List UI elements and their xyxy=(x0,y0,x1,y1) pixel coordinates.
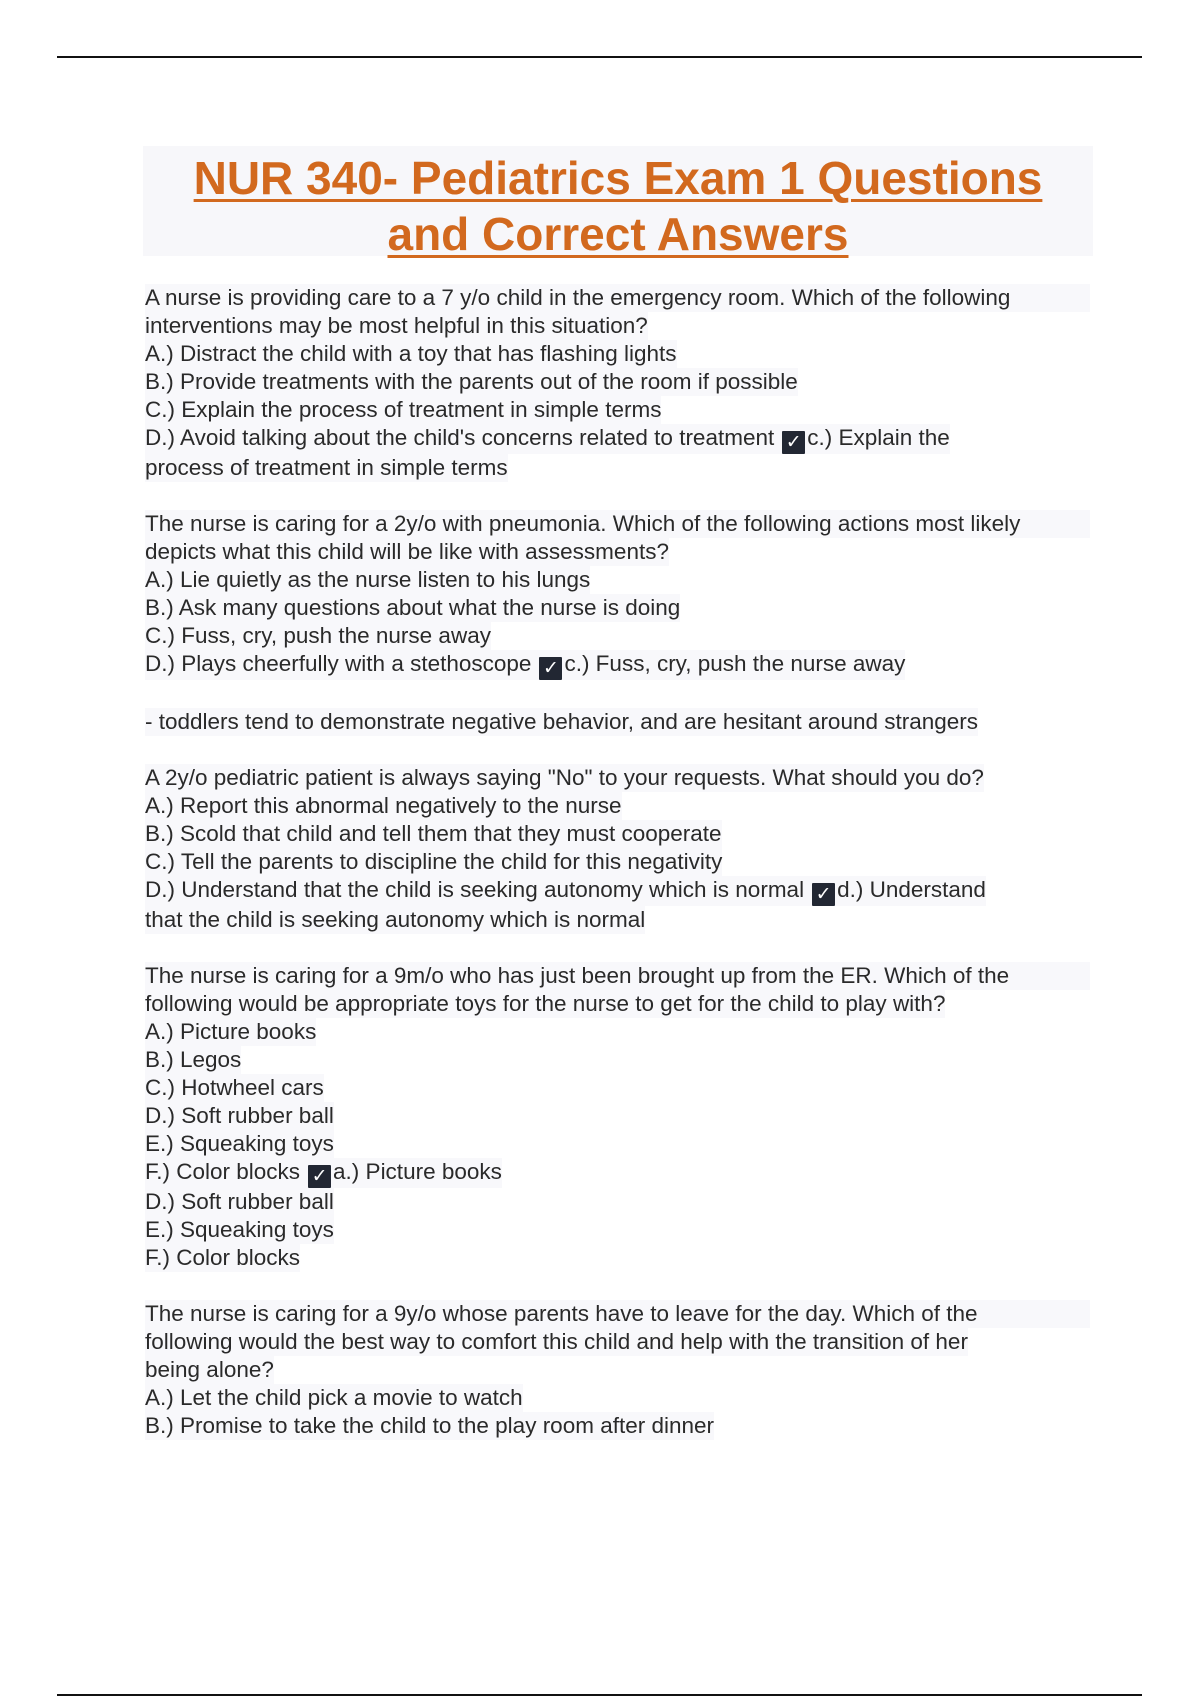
option-d: D.) Soft rubber ball xyxy=(145,1103,334,1128)
question-stem: A nurse is providing care to a 7 y/o child in the emergency room. Which of the following xyxy=(145,284,1090,312)
answer-continued: that the child is seeking autonomy which is normal xyxy=(145,907,646,932)
top-rule xyxy=(57,56,1142,58)
option-f-with-answer xyxy=(145,1158,502,1188)
checkmark-icon: ✓ xyxy=(812,883,835,906)
question-stem: interventions may be most helpful in this situation? xyxy=(145,313,648,338)
checkmark-icon: ✓ xyxy=(782,431,805,454)
option-b: B.) Ask many questions about what the nurse is doing xyxy=(145,595,681,620)
question-5 xyxy=(145,1300,1090,1440)
title-line-1: NUR 340- Pediatrics Exam 1 Questions xyxy=(193,152,1043,204)
bottom-rule xyxy=(57,1694,1142,1696)
option-a: A.) Report this abnormal negatively to the nurse xyxy=(145,793,622,818)
answer-continued: F.) Color blocks xyxy=(145,1245,301,1270)
question-stem: being alone? xyxy=(145,1357,274,1382)
option-f: F.) Color blocks xyxy=(145,1159,301,1184)
option-c: C.) Fuss, cry, push the nurse away xyxy=(145,623,491,648)
option-a: A.) Distract the child with a toy that has flashing lights xyxy=(145,341,677,366)
answer: a.) Picture books xyxy=(333,1159,502,1184)
option-c: C.) Explain the process of treatment in simple terms xyxy=(145,397,662,422)
page-title xyxy=(143,146,1093,262)
question-4 xyxy=(145,962,1090,1272)
title-line-2: and Correct Answers xyxy=(387,208,849,260)
option-a: A.) Lie quietly as the nurse listen to his lungs xyxy=(145,567,591,592)
option-c: C.) Hotwheel cars xyxy=(145,1075,324,1100)
rationale-text: - toddlers tend to demonstrate negative behavior, and are hesitant around strangers xyxy=(145,709,979,734)
option-a: A.) Picture books xyxy=(145,1019,317,1044)
option-b: B.) Legos xyxy=(145,1047,242,1072)
question-2 xyxy=(145,510,1090,680)
question-3 xyxy=(145,764,1090,934)
answer-continued: process of treatment in simple terms xyxy=(145,455,508,480)
question-stem: A 2y/o pediatric patient is always saying "No" to your requests. What should you do? xyxy=(145,765,984,790)
question-1 xyxy=(145,284,1090,482)
option-b: B.) Promise to take the child to the play room after dinner xyxy=(145,1413,715,1438)
answer-continued: E.) Squeaking toys xyxy=(145,1217,334,1242)
option-d-with-answer xyxy=(145,424,950,454)
option-b: B.) Scold that child and tell them that they must cooperate xyxy=(145,821,722,846)
option-c: C.) Tell the parents to discipline the child for this negativity xyxy=(145,849,723,874)
answer: d.) Understand xyxy=(837,877,986,902)
answer: c.) Explain the xyxy=(807,425,950,450)
option-d: D.) Plays cheerfully with a stethoscope xyxy=(145,651,532,676)
answer: c.) Fuss, cry, push the nurse away xyxy=(564,651,906,676)
option-d-with-answer xyxy=(145,876,986,906)
question-stem: The nurse is caring for a 9m/o who has just been brought up from the ER. Which of the xyxy=(145,962,1090,990)
rationale xyxy=(145,708,1090,736)
option-d-with-answer xyxy=(145,650,905,680)
option-d: D.) Understand that the child is seeking autonomy which is normal xyxy=(145,877,805,902)
option-b: B.) Provide treatments with the parents out of the room if possible xyxy=(145,369,798,394)
title-banner xyxy=(143,146,1093,260)
question-stem: The nurse is caring for a 2y/o with pneumonia. Which of the following actions most likely xyxy=(145,510,1090,538)
question-stem: The nurse is caring for a 9y/o whose parents have to leave for the day. Which of the xyxy=(145,1300,1090,1328)
document-body xyxy=(145,284,1090,1468)
option-e: E.) Squeaking toys xyxy=(145,1131,334,1156)
checkmark-icon: ✓ xyxy=(308,1165,331,1188)
question-stem: following would the best way to comfort this child and help with the transition of her xyxy=(145,1329,968,1354)
checkmark-icon: ✓ xyxy=(539,657,562,680)
option-a: A.) Let the child pick a movie to watch xyxy=(145,1385,523,1410)
question-stem: following would be appropriate toys for the nurse to get for the child to play with? xyxy=(145,991,946,1016)
option-d: D.) Avoid talking about the child's concerns related to treatment xyxy=(145,425,775,450)
answer-continued: D.) Soft rubber ball xyxy=(145,1189,334,1214)
question-stem: depicts what this child will be like with assessments? xyxy=(145,539,669,564)
